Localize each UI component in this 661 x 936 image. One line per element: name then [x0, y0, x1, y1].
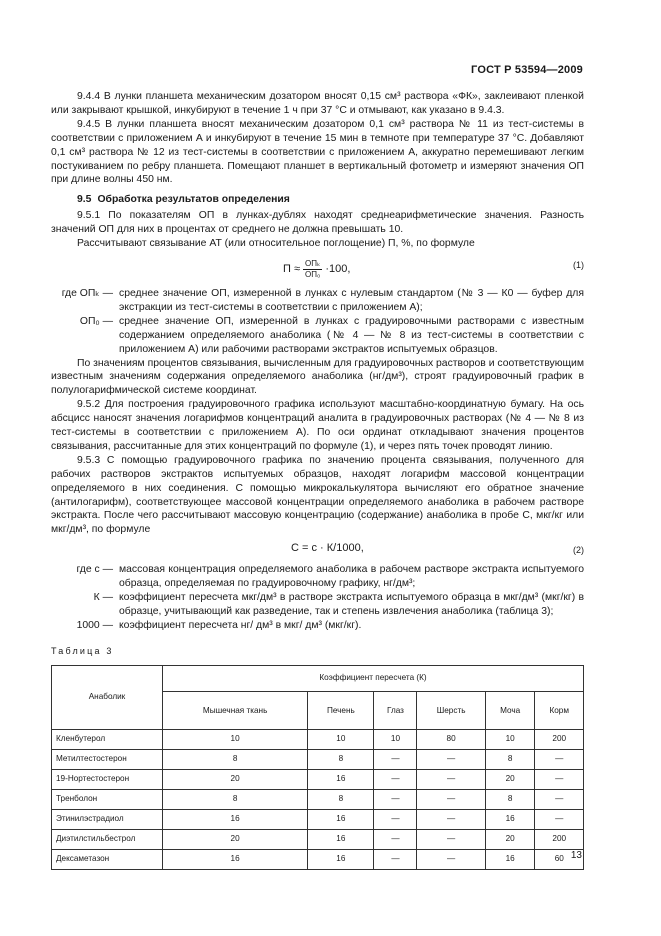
table-cell: — [535, 749, 584, 769]
table-cell: — [535, 769, 584, 789]
table-cell: 8 [163, 749, 308, 769]
table-cell-name: Тренболон [52, 789, 163, 809]
column-header-wool: Шерсть [417, 691, 485, 729]
definition-text: коэффициент пересчета нг/ дм³ в мкг/ дм³ (мкг/кг). [119, 619, 362, 631]
table-cell: 20 [163, 769, 308, 789]
column-header-feed: Корм [535, 691, 584, 729]
table-cell: 8 [485, 749, 535, 769]
paragraph-9-5-1: 9.5.1 По показателям ОП в лунках-дублях находят среднеарифметические значения. Разность значений ОП для них в процентах от среднего не должна превышать 10. [51, 210, 584, 236]
table-cell: 16 [308, 849, 374, 869]
table-cell: — [374, 809, 417, 829]
paragraph-calibration: По значениям процентов связывания, вычисленным для градуировочных растворов и соответствующим известным значениям содержания определяемого анаболика (нг/дм³), строят градуировочный график в полулогарифмической системе координат. [51, 357, 584, 397]
table-row [52, 769, 584, 789]
table-cell: — [417, 829, 485, 849]
formula-1-number: (1) [573, 259, 584, 270]
definition-term: К — [93, 592, 113, 604]
definition-row [51, 563, 584, 591]
table-header-row [52, 665, 584, 691]
paragraph-9-5-2: 9.5.2 Для построения градуировочного графика используют масштабно-координатную бумагу. На ось абсцисс наносят значения логарифмов концентраций аналита в градуировочных растворах (№ 4 — № 8 из тест-системы в соответствии с приложением А). По оси ординат откладывают значения процентов связывания, рассчитанные для этих концентраций по формуле (1), и через пять точек проводят линию. [51, 399, 584, 452]
definition-row [51, 619, 584, 633]
table-cell: 10 [485, 729, 535, 749]
table-cell: 60 [535, 849, 584, 869]
section-number: 9.5 [77, 194, 92, 206]
definitions-formula-1 [51, 287, 584, 357]
table-cell: 16 [308, 829, 374, 849]
paragraph-9-4-4: 9.4.4 В лунки планшета механическим дозатором вносят 0,15 см³ раствора «ФК», заклеивают пленкой или закрывают крышкой, инкубируют в течение 1 ч при 37 °С и отмывают, как указано в 9.4.3. [51, 91, 584, 116]
formula-1-lhs: П ≈ [283, 262, 300, 275]
definition-term: где ОПₖ — [61, 287, 113, 299]
table-cell: 200 [535, 729, 584, 749]
formula-1-numerator: ОПₖ [305, 258, 321, 268]
table-cell-name: Диэтилстильбестрол [52, 829, 163, 849]
definitions-formula-2 [51, 563, 584, 633]
column-header-anabolic: Анаболик [52, 665, 163, 729]
table-cell: — [374, 849, 417, 869]
column-header-eye: Глаз [374, 691, 417, 729]
column-header-coefficient: Коэффициент пересчета (К) [163, 665, 584, 691]
column-header-muscle: Мышечная ткань [163, 691, 308, 729]
table-row [52, 749, 584, 769]
definition-term: 1000 — [76, 619, 113, 631]
table-cell: 16 [163, 809, 308, 829]
definition-row [51, 315, 584, 357]
definition-term: ОП₀ — [79, 315, 113, 327]
table-cell: — [374, 749, 417, 769]
column-header-liver: Печень [308, 691, 374, 729]
table-row [52, 789, 584, 809]
table-cell: 10 [163, 729, 308, 749]
formula-1-denominator: ОП₀ [305, 269, 321, 279]
table-cell: — [417, 749, 485, 769]
table-row [52, 849, 584, 869]
column-header-urine: Моча [485, 691, 535, 729]
document-body [51, 90, 584, 870]
table-cell: 16 [485, 849, 535, 869]
formula-2 [51, 541, 584, 559]
table-cell: — [535, 789, 584, 809]
table-cell-name: Этинилэстрадиол [52, 809, 163, 829]
page-number: 13 [570, 850, 582, 861]
section-heading [51, 193, 584, 207]
formula-2-expression: С = с · К/1000, [291, 542, 364, 555]
formula-1-rhs: ·100, [325, 262, 351, 275]
table-cell: 16 [485, 809, 535, 829]
table-cell: 8 [163, 789, 308, 809]
table-cell: 10 [374, 729, 417, 749]
table-cell: — [535, 809, 584, 829]
table-cell: 8 [308, 789, 374, 809]
table-row [52, 809, 584, 829]
table-cell: — [417, 849, 485, 869]
table-cell-name: 19-Нортестостерон [52, 769, 163, 789]
paragraph-formula-intro: Рассчитывают связывание АТ (или относительное поглощение) П, %, по формуле [77, 238, 475, 250]
table-cell: 20 [485, 829, 535, 849]
definition-text: массовая концентрация определяемого анаболика в рабочем растворе экстракта испытуемого образца, определяемая по градуировочному графику, нг/дм³; [119, 564, 584, 590]
table-cell: — [374, 769, 417, 789]
document-header: ГОСТ Р 53594—2009 [471, 64, 583, 76]
formula-1 [51, 255, 584, 283]
definition-text: коэффициент пересчета мкг/дм³ в растворе экстракта испытуемого образца в мкг/дм³ (мкг/кг) в образце, учитывающий как разведение, так и степень извлечения анаболика (таблица 3); [119, 592, 584, 617]
table-cell: 20 [163, 829, 308, 849]
table-caption: Таблица 3 [51, 645, 114, 656]
definition-term: где с — [76, 564, 113, 576]
table-cell: — [417, 809, 485, 829]
table-cell-name: Дексаметазон [52, 849, 163, 869]
table-cell: — [417, 769, 485, 789]
section-title: Обработка результатов определения [97, 194, 290, 206]
table-cell: — [374, 829, 417, 849]
table-cell: — [417, 789, 485, 809]
paragraph-9-5-3: 9.5.3 С помощью градуировочного графика по значению процента связывания, полученного для рабочих растворов экстрактов испытуемых образцов, находят логарифм массовой концентрации определяемого в них соединения. С помощью микрокалькулятора вычисляют его обратное значение (антилогарифм), соответствующее массовой концентрации определяемого анаболика в рабочем растворе экстракта. После чего рассчитывают массовую концентрацию (содержание) анаболика в пробе С, мкг/кг или мкг/дм³, по формуле [51, 454, 584, 536]
definition-text: среднее значение ОП, измеренной в лунках с нулевым стандартом (№ 3 — К0 — буфер для экстракции из тест-системы в соответствии с приложением А); [119, 287, 584, 313]
formula-1-fraction [303, 259, 322, 280]
definition-text: среднее значение ОП, измеренной в лунках с градуировочными растворами с известным содержанием определяемого анаболика (№ 4 — № 8 из тест-системы в соответствии с приложением А) или рабочими растворами экстрактов испытуемых образцов. [119, 315, 584, 355]
definition-row [51, 591, 584, 619]
table-cell: 8 [308, 749, 374, 769]
table-row [52, 729, 584, 749]
table-cell: 16 [308, 769, 374, 789]
table-cell: 80 [417, 729, 485, 749]
table-cell-name: Метилтестостерон [52, 749, 163, 769]
formula-2-number: (2) [573, 545, 584, 556]
paragraph-9-4-5: 9.4.5 В лунки планшета вносят механическим дозатором 0,1 см³ раствора № 11 из тест-системы в соответствии с приложением А и инкубируют в течение 15 мин в темноте при температуре 37 °С. Добавляют 0,1 см³ раствора № 12 из тест-системы в соответствии с приложением А, аккуратно перемешивают легким постукиванием по ребру планшета. Помещают планшет в вертикальный фотометр и измеряют значения ОП при длине волны 450 нм. [51, 118, 584, 186]
table-cell: — [374, 789, 417, 809]
table-cell-name: Кленбутерол [52, 729, 163, 749]
definition-row [51, 287, 584, 315]
table-cell: 16 [308, 809, 374, 829]
table-cell: 200 [535, 829, 584, 849]
table-row [52, 829, 584, 849]
table-cell: 20 [485, 769, 535, 789]
table-cell: 8 [485, 789, 535, 809]
coefficient-table [51, 665, 584, 870]
table-cell: 16 [163, 849, 308, 869]
table-cell: 10 [308, 729, 374, 749]
